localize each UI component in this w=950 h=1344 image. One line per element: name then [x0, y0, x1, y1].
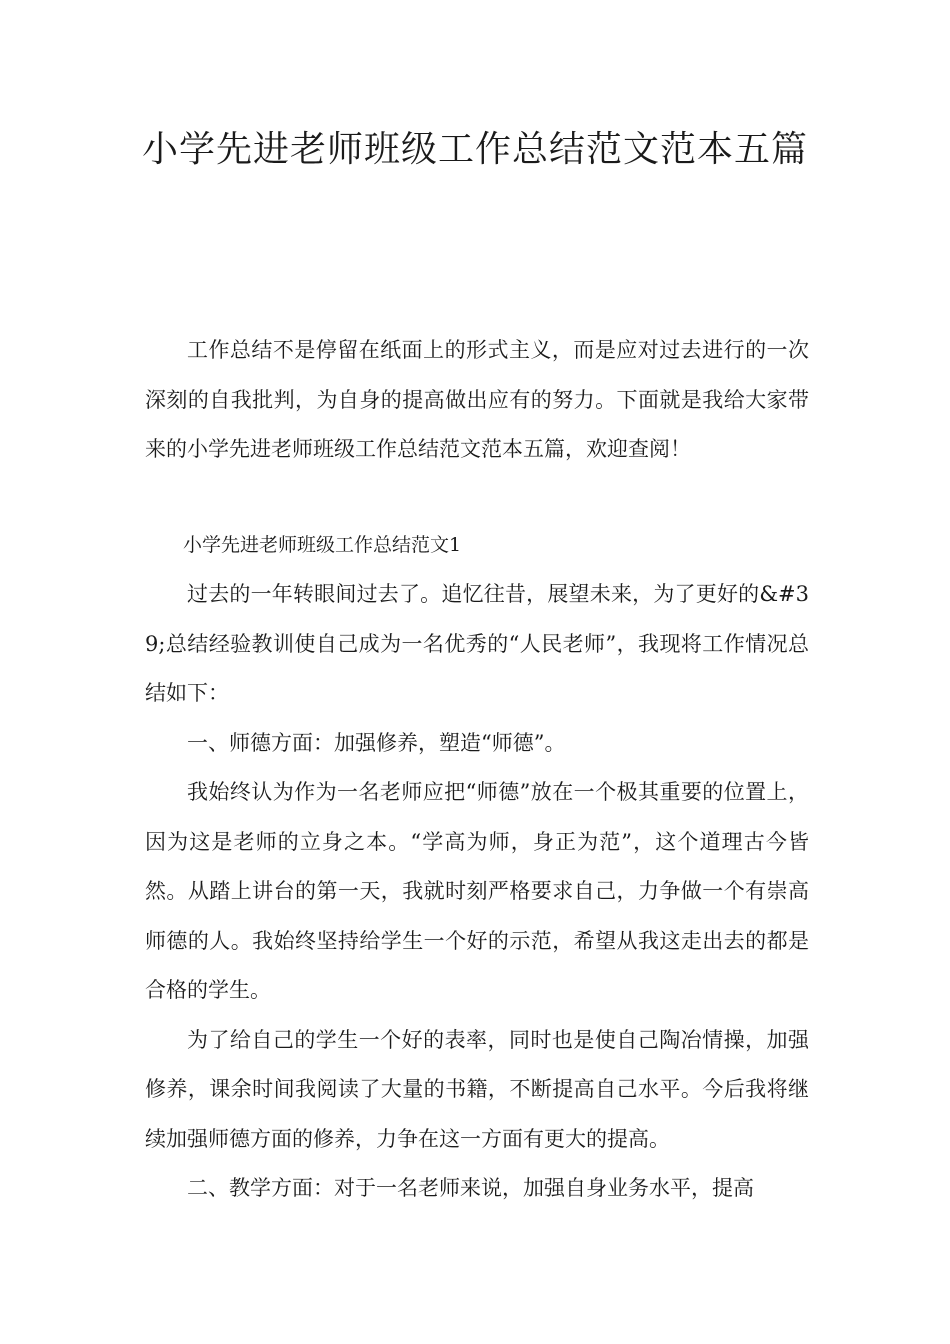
body-paragraph: 二、教学方面：对于一名老师来说，加强自身业务水平，提高 [187, 1176, 754, 1200]
body-paragraph: 一、师德方面：加强修养，塑造“师德”。 [187, 730, 566, 755]
body-paragraph: 我始终认为作为一名老师应把“师德”放在一个极其重要的位置上，因为这是老师的立身之本。“学高为师，身正为范”，这个道理古今皆然。从踏上讲台的第一天，我就时刻严格要求自己，力争做一个有崇高师德的人。我始终坚持给学生一个好的示范，希望从我这走出去的都是合格的学生。 [145, 780, 809, 1002]
document-body [145, 326, 809, 1214]
body-paragraph: 过去的一年转眼间过去了。追忆往昔，展望未来，为了更好的&#39;总结经验教训使自己成为一名优秀的“人民老师”，我现将工作情况总结如下： [145, 582, 809, 705]
document-title: 小学先进老师班级工作总结范文范本五篇 [141, 129, 808, 170]
section-heading: 小学先进老师班级工作总结范文1 [183, 533, 462, 556]
body-paragraph: 为了给自己的学生一个好的表率，同时也是使自己陶冶情操，加强修养，课余时间我阅读了大量的书籍，不断提高自己水平。今后我将继续加强师德方面的修养，力争在这一方面有更大的提高。 [145, 1027, 809, 1151]
paragraph-gap [145, 475, 809, 521]
intro-paragraph: 工作总结不是停留在纸面上的形式主义，而是应对过去进行的一次深刻的自我批判，为自身的提高做出应有的努力。下面就是我给大家带来的小学先进老师班级工作总结范文范本五篇，欢迎查阅！ [145, 338, 809, 461]
